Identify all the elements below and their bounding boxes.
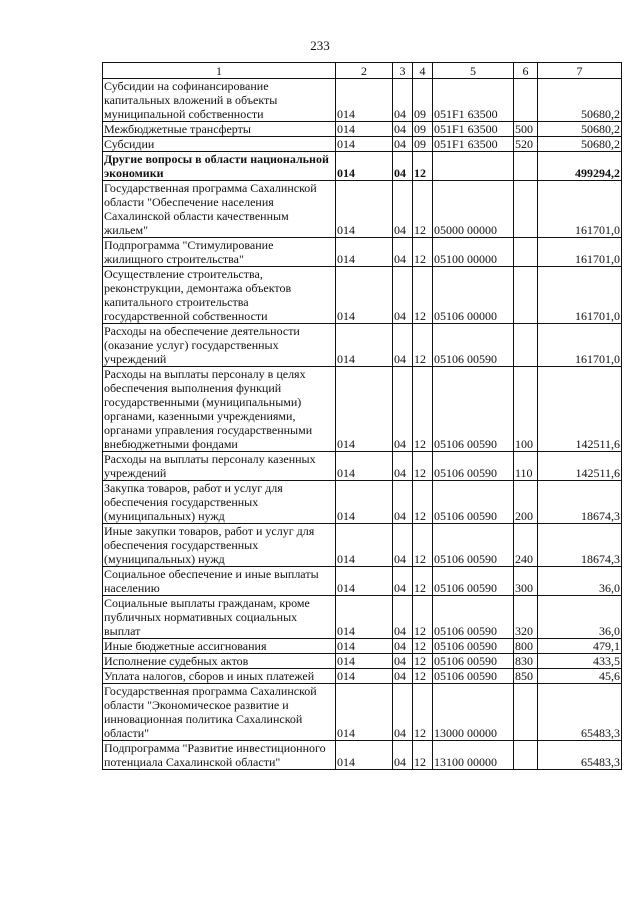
cell-target-article: 05106 00590 bbox=[433, 567, 514, 596]
cell-amount: 142511,6 bbox=[538, 367, 622, 452]
table-row bbox=[103, 137, 622, 152]
cell-description: Социальные выплаты гражданам, кроме публичных нормативных социальных выплат bbox=[103, 596, 336, 639]
table-row bbox=[103, 122, 622, 137]
header-col-5: 5 bbox=[433, 63, 514, 79]
cell-description: Расходы на обеспечение деятельности (оказание услуг) государственных учреждений bbox=[103, 324, 336, 367]
cell-description: Закупка товаров, работ и услуг для обеспечения государственных (муниципальных) нужд bbox=[103, 481, 336, 524]
table-row bbox=[103, 567, 622, 596]
cell-target-article: 05106 00000 bbox=[433, 267, 514, 324]
cell-target-article: 05106 00590 bbox=[433, 324, 514, 367]
cell-subsection-code: 12 bbox=[413, 654, 433, 669]
cell-section-code: 04 bbox=[393, 79, 413, 122]
cell-subsection-code: 12 bbox=[413, 596, 433, 639]
cell-target-article: 05106 00590 bbox=[433, 481, 514, 524]
cell-ministry-code: 014 bbox=[336, 654, 393, 669]
cell-expense-type: 240 bbox=[514, 524, 538, 567]
cell-subsection-code: 09 bbox=[413, 137, 433, 152]
cell-ministry-code: 014 bbox=[336, 567, 393, 596]
cell-section-code: 04 bbox=[393, 684, 413, 741]
cell-expense-type: 320 bbox=[514, 596, 538, 639]
cell-expense-type bbox=[514, 152, 538, 181]
cell-section-code: 04 bbox=[393, 567, 413, 596]
header-row bbox=[103, 63, 622, 79]
cell-amount: 479,1 bbox=[538, 639, 622, 654]
cell-description: Социальное обеспечение и иные выплаты населению bbox=[103, 567, 336, 596]
cell-description: Уплата налогов, сборов и иных платежей bbox=[103, 669, 336, 684]
cell-target-article: 13100 00000 bbox=[433, 741, 514, 770]
cell-amount: 161701,0 bbox=[538, 181, 622, 238]
cell-ministry-code: 014 bbox=[336, 639, 393, 654]
cell-amount: 142511,6 bbox=[538, 452, 622, 481]
table-row bbox=[103, 79, 622, 122]
header-col-6: 6 bbox=[514, 63, 538, 79]
cell-amount: 18674,3 bbox=[538, 481, 622, 524]
cell-subsection-code: 12 bbox=[413, 238, 433, 267]
cell-target-article: 05106 00590 bbox=[433, 639, 514, 654]
cell-target-article: 05106 00590 bbox=[433, 654, 514, 669]
cell-subsection-code: 12 bbox=[413, 741, 433, 770]
cell-description: Расходы на выплаты персоналу казенных учреждений bbox=[103, 452, 336, 481]
cell-ministry-code: 014 bbox=[336, 596, 393, 639]
cell-amount: 161701,0 bbox=[538, 267, 622, 324]
cell-ministry-code: 014 bbox=[336, 238, 393, 267]
header-col-4: 4 bbox=[413, 63, 433, 79]
cell-amount: 45,6 bbox=[538, 669, 622, 684]
header-col-7: 7 bbox=[538, 63, 622, 79]
cell-amount: 50680,2 bbox=[538, 79, 622, 122]
cell-expense-type bbox=[514, 79, 538, 122]
cell-amount: 36,0 bbox=[538, 567, 622, 596]
cell-target-article: 05106 00590 bbox=[433, 669, 514, 684]
cell-ministry-code: 014 bbox=[336, 137, 393, 152]
cell-expense-type: 200 bbox=[514, 481, 538, 524]
cell-subsection-code: 12 bbox=[413, 152, 433, 181]
cell-ministry-code: 014 bbox=[336, 481, 393, 524]
cell-subsection-code: 12 bbox=[413, 367, 433, 452]
cell-description: Исполнение судебных актов bbox=[103, 654, 336, 669]
cell-expense-type: 830 bbox=[514, 654, 538, 669]
cell-description: Межбюджетные трансферты bbox=[103, 122, 336, 137]
table-row bbox=[103, 741, 622, 770]
cell-ministry-code: 014 bbox=[336, 181, 393, 238]
cell-section-code: 04 bbox=[393, 524, 413, 567]
cell-ministry-code: 014 bbox=[336, 452, 393, 481]
cell-ministry-code: 014 bbox=[336, 267, 393, 324]
table-row bbox=[103, 684, 622, 741]
cell-description: Другие вопросы в области национальной экономики bbox=[103, 152, 336, 181]
page-number: 233 bbox=[310, 38, 330, 53]
cell-ministry-code: 014 bbox=[336, 79, 393, 122]
cell-target-article: 05106 00590 bbox=[433, 596, 514, 639]
table-row bbox=[103, 238, 622, 267]
cell-expense-type bbox=[514, 238, 538, 267]
cell-expense-type: 500 bbox=[514, 122, 538, 137]
cell-expense-type: 300 bbox=[514, 567, 538, 596]
cell-expense-type bbox=[514, 181, 538, 238]
cell-description: Иные бюджетные ассигнования bbox=[103, 639, 336, 654]
cell-description: Осуществление строительства, реконструкции, демонтажа объектов капитального строительства государственной собственности bbox=[103, 267, 336, 324]
cell-expense-type: 100 bbox=[514, 367, 538, 452]
cell-subsection-code: 12 bbox=[413, 181, 433, 238]
cell-section-code: 04 bbox=[393, 741, 413, 770]
cell-amount: 50680,2 bbox=[538, 137, 622, 152]
header-col-3: 3 bbox=[393, 63, 413, 79]
cell-amount: 65483,3 bbox=[538, 684, 622, 741]
table-row bbox=[103, 596, 622, 639]
table-row bbox=[103, 324, 622, 367]
cell-subsection-code: 12 bbox=[413, 267, 433, 324]
cell-ministry-code: 014 bbox=[336, 684, 393, 741]
cell-section-code: 04 bbox=[393, 452, 413, 481]
cell-description: Расходы на выплаты персоналу в целях обеспечения выполнения функций государственными (муниципальными) органами, казенными учреждениями, органами управления государственными внебюджетными фондами bbox=[103, 367, 336, 452]
cell-ministry-code: 014 bbox=[336, 367, 393, 452]
cell-expense-type: 110 bbox=[514, 452, 538, 481]
cell-expense-type: 850 bbox=[514, 669, 538, 684]
cell-description: Государственная программа Сахалинской области "Обеспечение населения Сахалинской области качественным жильем" bbox=[103, 181, 336, 238]
cell-target-article: 05100 00000 bbox=[433, 238, 514, 267]
cell-ministry-code: 014 bbox=[336, 122, 393, 137]
cell-subsection-code: 12 bbox=[413, 639, 433, 654]
cell-section-code: 04 bbox=[393, 367, 413, 452]
cell-section-code: 04 bbox=[393, 137, 413, 152]
cell-target-article: 051F1 63500 bbox=[433, 79, 514, 122]
cell-target-article: 051F1 63500 bbox=[433, 137, 514, 152]
cell-section-code: 04 bbox=[393, 324, 413, 367]
cell-section-code: 04 bbox=[393, 152, 413, 181]
cell-expense-type bbox=[514, 324, 538, 367]
cell-subsection-code: 12 bbox=[413, 669, 433, 684]
cell-section-code: 04 bbox=[393, 596, 413, 639]
cell-expense-type: 520 bbox=[514, 137, 538, 152]
cell-amount: 161701,0 bbox=[538, 238, 622, 267]
cell-target-article: 05106 00590 bbox=[433, 367, 514, 452]
cell-ministry-code: 014 bbox=[336, 324, 393, 367]
header-col-2: 2 bbox=[336, 63, 393, 79]
cell-expense-type bbox=[514, 684, 538, 741]
cell-ministry-code: 014 bbox=[336, 741, 393, 770]
cell-subsection-code: 12 bbox=[413, 567, 433, 596]
cell-expense-type bbox=[514, 741, 538, 770]
cell-description: Иные закупки товаров, работ и услуг для обеспечения государственных (муниципальных) нужд bbox=[103, 524, 336, 567]
table-row bbox=[103, 639, 622, 654]
cell-amount: 50680,2 bbox=[538, 122, 622, 137]
cell-subsection-code: 12 bbox=[413, 452, 433, 481]
cell-target-article: 05106 00590 bbox=[433, 452, 514, 481]
cell-target-article: 05106 00590 bbox=[433, 524, 514, 567]
cell-target-article bbox=[433, 152, 514, 181]
cell-expense-type bbox=[514, 267, 538, 324]
cell-amount: 161701,0 bbox=[538, 324, 622, 367]
table-row bbox=[103, 181, 622, 238]
cell-ministry-code: 014 bbox=[336, 669, 393, 684]
cell-subsection-code: 09 bbox=[413, 79, 433, 122]
cell-subsection-code: 12 bbox=[413, 481, 433, 524]
cell-description: Подпрограмма "Стимулирование жилищного строительства" bbox=[103, 238, 336, 267]
cell-section-code: 04 bbox=[393, 639, 413, 654]
cell-subsection-code: 09 bbox=[413, 122, 433, 137]
cell-subsection-code: 12 bbox=[413, 324, 433, 367]
table-row bbox=[103, 669, 622, 684]
table-row bbox=[103, 452, 622, 481]
cell-target-article: 05000 00000 bbox=[433, 181, 514, 238]
cell-section-code: 04 bbox=[393, 654, 413, 669]
cell-description: Подпрограмма "Развитие инвестиционного потенциала Сахалинской области" bbox=[103, 741, 336, 770]
cell-section-code: 04 bbox=[393, 669, 413, 684]
table-row bbox=[103, 654, 622, 669]
cell-ministry-code: 014 bbox=[336, 524, 393, 567]
cell-target-article: 13000 00000 bbox=[433, 684, 514, 741]
table-row bbox=[103, 524, 622, 567]
cell-description: Государственная программа Сахалинской области "Экономическое развитие и инновационная политика Сахалинской области" bbox=[103, 684, 336, 741]
cell-subsection-code: 12 bbox=[413, 524, 433, 567]
cell-section-code: 04 bbox=[393, 238, 413, 267]
cell-section-code: 04 bbox=[393, 267, 413, 324]
cell-amount: 499294,2 bbox=[538, 152, 622, 181]
budget-table bbox=[102, 62, 622, 770]
table-row bbox=[103, 367, 622, 452]
table-row bbox=[103, 481, 622, 524]
table-row bbox=[103, 152, 622, 181]
cell-amount: 18674,3 bbox=[538, 524, 622, 567]
header-col-1: 1 bbox=[103, 63, 336, 79]
table-row bbox=[103, 267, 622, 324]
cell-subsection-code: 12 bbox=[413, 684, 433, 741]
cell-description: Субсидии на софинансирование капитальных вложений в объекты муниципальной собственности bbox=[103, 79, 336, 122]
cell-expense-type: 800 bbox=[514, 639, 538, 654]
cell-amount: 65483,3 bbox=[538, 741, 622, 770]
cell-amount: 36,0 bbox=[538, 596, 622, 639]
cell-section-code: 04 bbox=[393, 181, 413, 238]
cell-section-code: 04 bbox=[393, 122, 413, 137]
cell-target-article: 051F1 63500 bbox=[433, 122, 514, 137]
cell-section-code: 04 bbox=[393, 481, 413, 524]
cell-description: Субсидии bbox=[103, 137, 336, 152]
cell-ministry-code: 014 bbox=[336, 152, 393, 181]
cell-amount: 433,5 bbox=[538, 654, 622, 669]
